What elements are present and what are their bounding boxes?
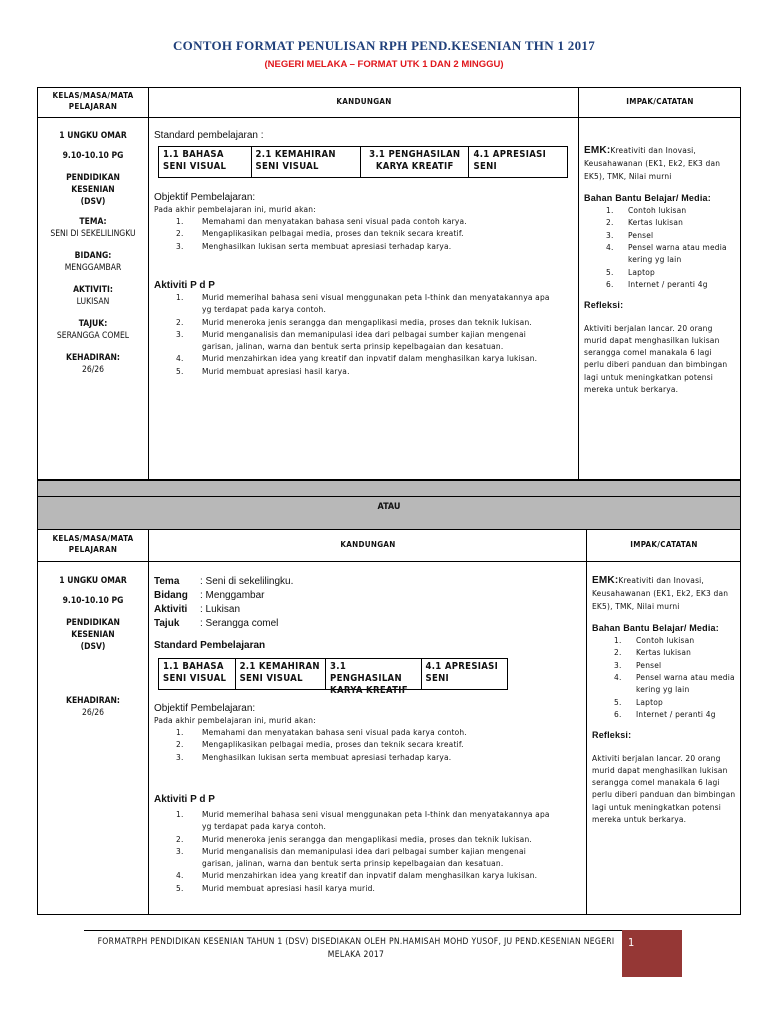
list-item: 6. Internet / peranti 4g	[606, 278, 708, 289]
standard-2: 2.1 KEMAHIRAN SENI VISUAL	[236, 659, 326, 689]
mata-pelajaran-line3: (DSV)	[80, 197, 106, 207]
list-item: 2. Kertas lukisan	[606, 217, 684, 228]
tema-label: Tema	[154, 576, 180, 587]
emk-label: EMK:	[592, 575, 619, 586]
tema-row	[154, 575, 580, 589]
list-item: 1. Contoh lukisan	[614, 635, 695, 646]
masa: 9.10-10.10 PG	[62, 151, 124, 161]
masa: 9.10-10.10 PG	[62, 596, 124, 606]
bbm-label: Bahan Bantu Belajar/ Media:	[584, 192, 711, 203]
mata-pelajaran-line2: KESENIAN	[71, 630, 115, 640]
objektif-list	[154, 726, 580, 763]
list-item: 4. Pensel warna atau media kering yg lain	[606, 242, 727, 265]
bidang-label: Bidang	[154, 590, 188, 601]
kehadiran-value: 26/26	[81, 708, 105, 718]
list-item: 1. Contoh lukisan	[606, 205, 687, 216]
standard-boxes	[158, 658, 508, 696]
bidang-row	[154, 589, 580, 603]
footer-divider	[84, 930, 628, 931]
list-item: 4. Pensel warna atau media kering yg lain	[614, 672, 735, 695]
list-item: 5. Murid membuat apresiasi hasil karya murid.	[176, 882, 376, 893]
objektif-list	[154, 215, 574, 252]
standard-1: 1.1 BAHASA SENI VISUAL	[159, 659, 236, 689]
bidang-label: BIDANG:	[74, 251, 112, 261]
list-item: 1. Memahami dan menyatakan bahasa seni visual pada karya contoh.	[176, 727, 467, 737]
aktiviti-value: LUKISAN	[76, 297, 110, 307]
aktiviti-label: Aktiviti	[154, 604, 188, 615]
header-kandungan: KANDUNGAN	[336, 97, 392, 106]
header-kelas: KELAS/MASA/MATA PELAJARAN	[52, 534, 134, 554]
bidang-value: : Menggambar	[200, 590, 265, 601]
standard-boxes	[158, 146, 568, 178]
tema-value: SENI DI SEKELILINGKU	[50, 229, 136, 239]
mata-pelajaran: PENDIDIKAN	[66, 618, 120, 628]
separator-atau	[37, 496, 741, 530]
aktiviti-row	[154, 603, 580, 617]
list-item: 2. Mengaplikasikan pelbagai media, proses dan teknik secara kreatif.	[176, 739, 464, 750]
right-column-1	[584, 144, 736, 395]
mata-pelajaran-line3: (DSV)	[80, 642, 106, 652]
refleksi-text: Aktiviti berjalan lancar. 20 orang murid dapat menghasilkan lukisan serangga comel manakala 6 lagi perlu diberi panduan dan bimbingan lagi untuk meningkatkan potensi mereka untuk berkarya.	[592, 752, 736, 825]
header-impak: IMPAK/CATATAN	[626, 97, 694, 106]
aktiviti-pdp-label: Aktiviti P d P	[154, 794, 215, 805]
aktiviti-list	[154, 291, 574, 377]
bbm-list	[592, 634, 738, 720]
content-column-1	[154, 130, 574, 141]
mata-pelajaran-line2: KESENIAN	[71, 185, 115, 195]
bbm-list	[584, 204, 736, 290]
objektif-intro: Pada akhir pembelajaran ini, murid akan:	[154, 204, 316, 214]
kehadiran-label: KEHADIRAN:	[66, 353, 120, 363]
page-number: 1	[628, 936, 635, 949]
standard-1: 1.1 BAHASA SENI VISUAL	[159, 147, 252, 177]
tajuk-label: TAJUK:	[78, 319, 108, 329]
list-item: 5. Murid membuat apresiasi hasil karya.	[176, 365, 350, 376]
list-item: 3. Pensel	[614, 659, 662, 670]
list-item: 2. Murid meneroka jenis serangga dan mengaplikasi media, proses dan teknik lukisan.	[176, 833, 532, 844]
objektif-section-2	[154, 703, 580, 763]
list-item: 2. Murid meneroka jenis serangga dan mengaplikasi media, proses dan teknik lukisan.	[176, 316, 532, 327]
objektif-section-1	[154, 192, 574, 252]
list-item: 3. Pensel	[606, 229, 654, 240]
left-column-1	[40, 130, 146, 376]
standard-4: 4.1 APRESIASI SENI	[425, 661, 499, 684]
emk	[592, 574, 738, 612]
list-item: 4. Murid menzahirkan idea yang kreatif dan inpvatif dalam menghasilkan karya lukisan.	[176, 870, 538, 881]
mata-pelajaran: PENDIDIKAN	[66, 173, 120, 183]
atau-label: ATAU	[377, 502, 401, 512]
list-item: 3. Murid menganalisis dan memanipulasi idea dari pelbagai sumber kajian mengenai garisan, jalinan, warna dan bentuk serta prinsip kepelbagaian dan kesatuan.	[176, 845, 527, 869]
list-item: 6. Internet / peranti 4g	[614, 708, 716, 719]
list-item: 3. Menghasilkan lukisan serta membuat apresiasi terhadap karya.	[176, 240, 452, 251]
aktiviti-value: : Lukisan	[200, 604, 241, 615]
aktiviti-section-2	[154, 794, 580, 894]
tajuk-value: SERANGGA COMEL	[56, 331, 130, 341]
objektif-label: Objektif Pembelajaran:	[154, 192, 256, 203]
list-item: 4. Murid menzahirkan idea yang kreatif dan inpvatif dalam menghasilkan karya lukisan.	[176, 353, 538, 364]
objektif-label: Objektif Pembelajaran:	[154, 703, 256, 714]
document-title: CONTOH FORMAT PENULISAN RPH PEND.KESENIAN THN 1 2017	[172, 38, 595, 53]
kelas: 1 UNGKU OMAR	[59, 131, 127, 141]
refleksi-label: Refleksi:	[592, 730, 632, 741]
standard-4: 4.1 APRESIASI SENI	[473, 149, 547, 172]
aktiviti-label: AKTIVITI:	[73, 285, 113, 295]
bbm-label: Bahan Bantu Belajar/ Media:	[592, 622, 719, 633]
standard-label: Standard pembelajaran :	[154, 130, 264, 141]
content-column-2	[154, 575, 580, 653]
list-item: 3. Murid menganalisis dan memanipulasi idea dari pelbagai sumber kajian mengenai garisan, jalinan, warna dan bentuk serta prinsip kepelbagaian dan kesatuan.	[176, 328, 527, 352]
objektif-intro: Pada akhir pembelajaran ini, murid akan:	[154, 715, 316, 725]
aktiviti-list	[154, 808, 580, 894]
document-subtitle: (NEGERI MELAKA – FORMAT UTK 1 DAN 2 MINGGU)	[264, 59, 504, 70]
kehadiran-value: 26/26	[81, 365, 105, 375]
list-item: 5. Laptop	[606, 266, 655, 277]
emk-label: EMK:	[584, 145, 611, 156]
header-kelas: KELAS/MASA/MATA PELAJARAN	[52, 91, 134, 111]
refleksi-label: Refleksi:	[584, 300, 624, 311]
standard-3: 3.1 PENGHASILAN KARYA KREATIF	[326, 659, 421, 689]
standard-2: 2.1 KEMAHIRAN SENI VISUAL	[252, 147, 361, 177]
list-item: 5. Laptop	[614, 696, 663, 707]
right-column-2	[592, 574, 738, 825]
aktiviti-pdp-label: Aktiviti P d P	[154, 280, 215, 291]
tajuk-label: Tajuk	[154, 618, 180, 629]
list-item: 1. Murid memerihal bahasa seni visual menggunakan peta I-think dan menyatakannya apa yg terdapat pada karya contoh.	[176, 292, 550, 315]
tajuk-value: : Serangga comel	[200, 618, 279, 629]
list-item: 1. Memahami dan menyatakan bahasa seni visual pada contoh karya.	[176, 216, 467, 226]
tajuk-row	[154, 617, 580, 631]
standard-label: Standard Pembelajaran	[154, 640, 266, 651]
list-item: 2. Mengaplikasikan pelbagai media, proses dan teknik secara kreatif.	[176, 228, 464, 239]
header-kandungan: KANDUNGAN	[340, 540, 396, 549]
kehadiran-label: KEHADIRAN:	[66, 696, 120, 706]
rph-table-2	[37, 529, 741, 915]
list-item: 3. Menghasilkan lukisan serta membuat apresiasi terhadap karya.	[176, 751, 452, 762]
tema-label: TEMA:	[79, 217, 107, 227]
emk	[584, 144, 736, 182]
list-item: 2. Kertas lukisan	[614, 647, 692, 658]
refleksi-text: Aktiviti berjalan lancar. 20 orang murid dapat menghasilkan lukisan serangga comel manakala 6 lagi perlu diberi panduan dan bimbingan lagi untuk meningkatkan potensi mereka untuk berkarya.	[584, 322, 728, 395]
page-number-box	[622, 930, 682, 977]
rph-table-1	[37, 87, 741, 480]
aktiviti-section-1	[154, 280, 574, 377]
emk-value: Kreativiti dan Inovasi, Keusahawanan (EK1, Ek2, EK3 dan EK5), TMK, Nilai murni	[592, 575, 729, 611]
bidang-value: MENGGAMBAR	[64, 263, 122, 273]
left-column-2	[40, 575, 146, 719]
header-impak: IMPAK/CATATAN	[630, 540, 698, 549]
tema-value: : Seni di sekelilingku.	[200, 576, 294, 587]
footer-text: FORMATRPH PENDIDIKAN KESENIAN TAHUN 1 (DSV) DISEDIAKAN OLEH PN.HAMISAH MOHD YUSOF, JU PEND.KESENIAN NEGERI MELAKA 2017	[97, 937, 615, 960]
standard-3: 3.1 PENGHASILAN KARYA KREATIF	[361, 147, 469, 177]
separator-band	[37, 480, 741, 497]
kelas: 1 UNGKU OMAR	[59, 576, 127, 586]
list-item: 1. Murid memerihal bahasa seni visual menggunakan peta I-think dan menyatakannya apa yg terdapat pada karya contoh.	[176, 809, 550, 832]
emk-value: Kreativiti dan Inovasi, Keusahawanan (EK1, Ek2, EK3 dan EK5), TMK, Nilai murni	[584, 145, 721, 181]
